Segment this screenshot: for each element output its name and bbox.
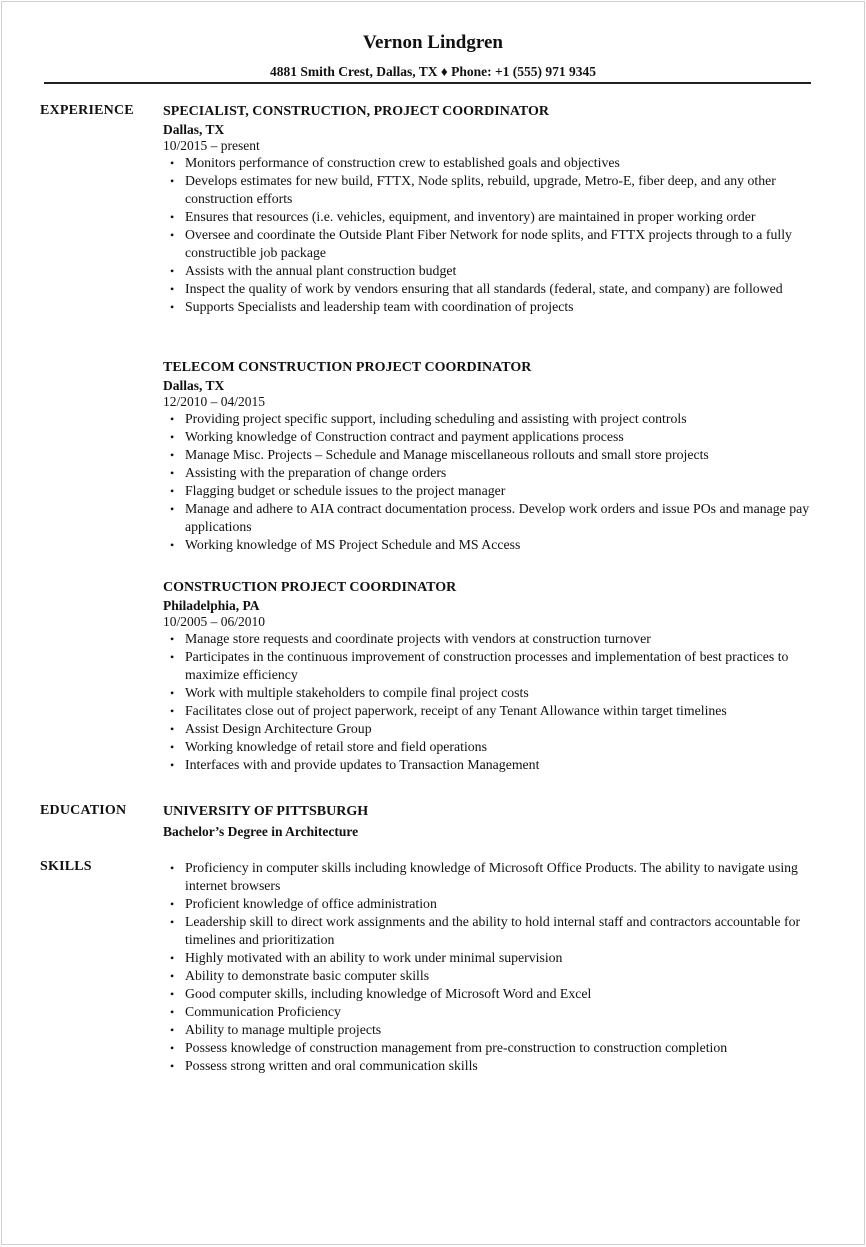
job-title: CONSTRUCTION PROJECT COORDINATOR bbox=[163, 580, 457, 595]
list-item: • Communication Proficiency bbox=[163, 1003, 823, 1021]
job-entry-3 bbox=[163, 579, 823, 774]
list-item: • Ability to demonstrate basic computer skills bbox=[163, 967, 823, 985]
education-entry bbox=[163, 803, 823, 840]
list-item: • Manage Misc. Projects – Schedule and Manage miscellaneous rollouts and small store projects bbox=[163, 446, 823, 464]
list-item: • Working knowledge of retail store and field operations bbox=[163, 738, 823, 756]
list-item: • Working knowledge of Construction contract and payment applications process bbox=[163, 428, 823, 446]
list-item: • Monitors performance of construction crew to established goals and objectives bbox=[163, 154, 823, 172]
list-item: • Facilitates close out of project paperwork, receipt of any Tenant Allowance within target timelines bbox=[163, 702, 823, 720]
job-dates: 12/2010 – 04/2015 bbox=[163, 394, 266, 409]
job-dates: 10/2005 – 06/2010 bbox=[163, 614, 266, 629]
degree: Bachelor’s Degree in Architecture bbox=[163, 824, 359, 839]
skills-heading: SKILLS bbox=[40, 859, 92, 874]
experience-heading: EXPERIENCE bbox=[40, 103, 134, 118]
list-item: • Oversee and coordinate the Outside Plant Fiber Network for node splits, and FTTX projects through to a fully constructible job package bbox=[163, 226, 823, 262]
header-divider bbox=[44, 82, 811, 84]
list-item: • Possess knowledge of construction management from pre-construction to construction completion bbox=[163, 1039, 823, 1057]
list-item: • Ensures that resources (i.e. vehicles, equipment, and inventory) are maintained in proper working order bbox=[163, 208, 823, 226]
skills-entry bbox=[163, 859, 823, 1075]
job-title: TELECOM CONSTRUCTION PROJECT COORDINATOR bbox=[163, 360, 532, 375]
list-item: • Leadership skill to direct work assignments and the ability to hold internal staff and contractors accountable for timelines and prioritization bbox=[163, 913, 823, 949]
list-item: • Assisting with the preparation of change orders bbox=[163, 464, 823, 482]
list-item: • Providing project specific support, including scheduling and assisting with project controls bbox=[163, 410, 823, 428]
list-item: • Good computer skills, including knowledge of Microsoft Word and Excel bbox=[163, 985, 823, 1003]
skills-list bbox=[163, 859, 823, 1075]
candidate-name: Vernon Lindgren bbox=[363, 32, 503, 53]
list-item: • Ability to manage multiple projects bbox=[163, 1021, 823, 1039]
job-bullets bbox=[163, 154, 823, 316]
job-bullets bbox=[163, 630, 823, 774]
list-item: • Participates in the continuous improvement of construction processes and implementation of best practices to maximize efficiency bbox=[163, 648, 823, 684]
job-bullets bbox=[163, 410, 823, 554]
list-item: • Manage and adhere to AIA contract documentation process. Develop work orders and issue POs and manage pay applications bbox=[163, 500, 823, 536]
list-item: • Assist Design Architecture Group bbox=[163, 720, 823, 738]
resume-page bbox=[1, 1, 865, 1245]
job-location: Dallas, TX bbox=[163, 122, 225, 137]
list-item: • Interfaces with and provide updates to Transaction Management bbox=[163, 756, 823, 774]
list-item: • Supports Specialists and leadership team with coordination of projects bbox=[163, 298, 823, 316]
education-heading: EDUCATION bbox=[40, 803, 127, 818]
job-entry-2 bbox=[163, 359, 823, 554]
list-item: • Proficiency in computer skills including knowledge of Microsoft Office Products. The ability to navigate using internet browsers bbox=[163, 859, 823, 895]
contact-line: 4881 Smith Crest, Dallas, TX ♦ Phone: +1 (555) 971 9345 bbox=[269, 64, 597, 79]
school-name: UNIVERSITY OF PITTSBURGH bbox=[163, 804, 369, 819]
list-item: • Develops estimates for new build, FTTX, Node splits, rebuild, upgrade, Metro-E, fiber deep, and any other construction efforts bbox=[163, 172, 823, 208]
job-title: SPECIALIST, CONSTRUCTION, PROJECT COORDINATOR bbox=[163, 104, 549, 119]
list-item: • Manage store requests and coordinate projects with vendors at construction turnover bbox=[163, 630, 823, 648]
job-dates: 10/2015 – present bbox=[163, 138, 260, 153]
list-item: • Highly motivated with an ability to work under minimal supervision bbox=[163, 949, 823, 967]
list-item: • Proficient knowledge of office administration bbox=[163, 895, 823, 913]
list-item: • Working knowledge of MS Project Schedule and MS Access bbox=[163, 536, 823, 554]
list-item: • Work with multiple stakeholders to compile final project costs bbox=[163, 684, 823, 702]
list-item: • Assists with the annual plant construction budget bbox=[163, 262, 823, 280]
list-item: • Inspect the quality of work by vendors ensuring that all standards (federal, state, and company) are followed bbox=[163, 280, 823, 298]
job-entry-1 bbox=[163, 103, 823, 316]
job-location: Philadelphia, PA bbox=[163, 598, 260, 613]
job-location: Dallas, TX bbox=[163, 378, 225, 393]
list-item: • Flagging budget or schedule issues to the project manager bbox=[163, 482, 823, 500]
list-item: • Possess strong written and oral communication skills bbox=[163, 1057, 823, 1075]
